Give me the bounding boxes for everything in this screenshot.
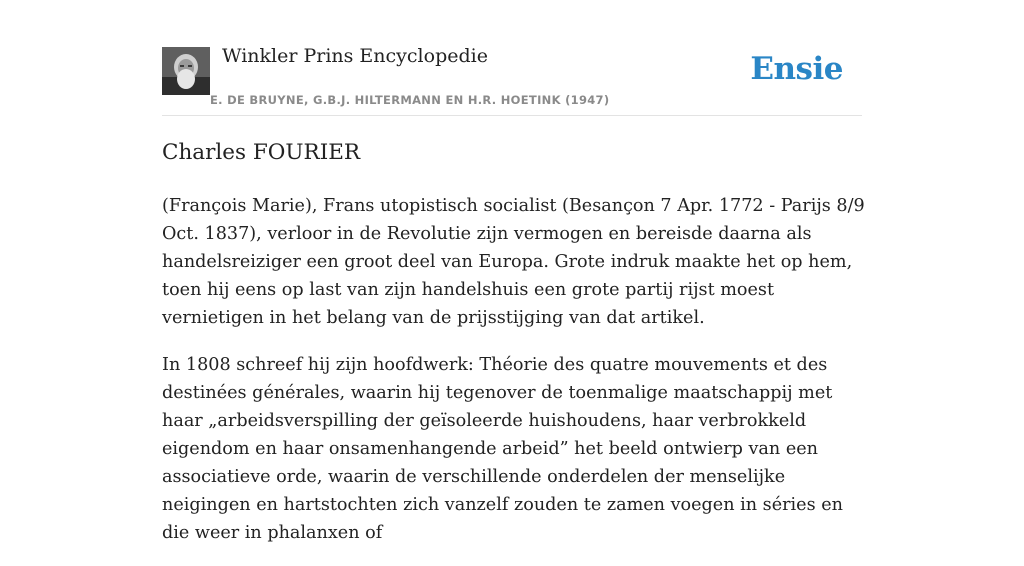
source-title[interactable]: Winkler Prins Encyclopedie [222, 45, 488, 67]
source-header [162, 45, 862, 116]
author-portrait-icon [162, 47, 210, 95]
author-avatar [162, 47, 210, 95]
article-body [162, 192, 867, 566]
ensie-logo[interactable]: Ensie [750, 51, 843, 87]
article-paragraph-1: (François Marie), Frans utopistisch socialist (Besançon 7 Apr. 1772 - Parijs 8/9 Oct. 1837), verloor in de Revolutie zijn vermogen en bereisde daarna als handelsreiziger een groot deel van Europa. Grote indruk maakte het op hem, toen hij eens op last van zijn handelshuis een grote partij rijst moest vernietigen in het belang van de prijsstijging van dat artikel. [162, 196, 865, 328]
source-authors: E. DE BRUYNE, G.B.J. HILTERMANN EN H.R. HOETINK (1947) [210, 93, 610, 107]
article-paragraph-2: In 1808 schreef hij zijn hoofdwerk: Théorie des quatre mouvements et des destinées générales, waarin hij tegenover de toenmalige maatschappij met haar „arbeidsverspilling der geïsoleerde huishoudens, haar verbrokkeld eigendom en haar onsamenhangende arbeid” het beeld ontwierp van een associatieve orde, waarin de verschillende onderdelen der menselijke neigingen en hartstochten zich vanzelf zouden te zamen voegen in séries en die weer in phalanxen of [162, 355, 843, 543]
article-title: Charles FOURIER [162, 140, 361, 165]
